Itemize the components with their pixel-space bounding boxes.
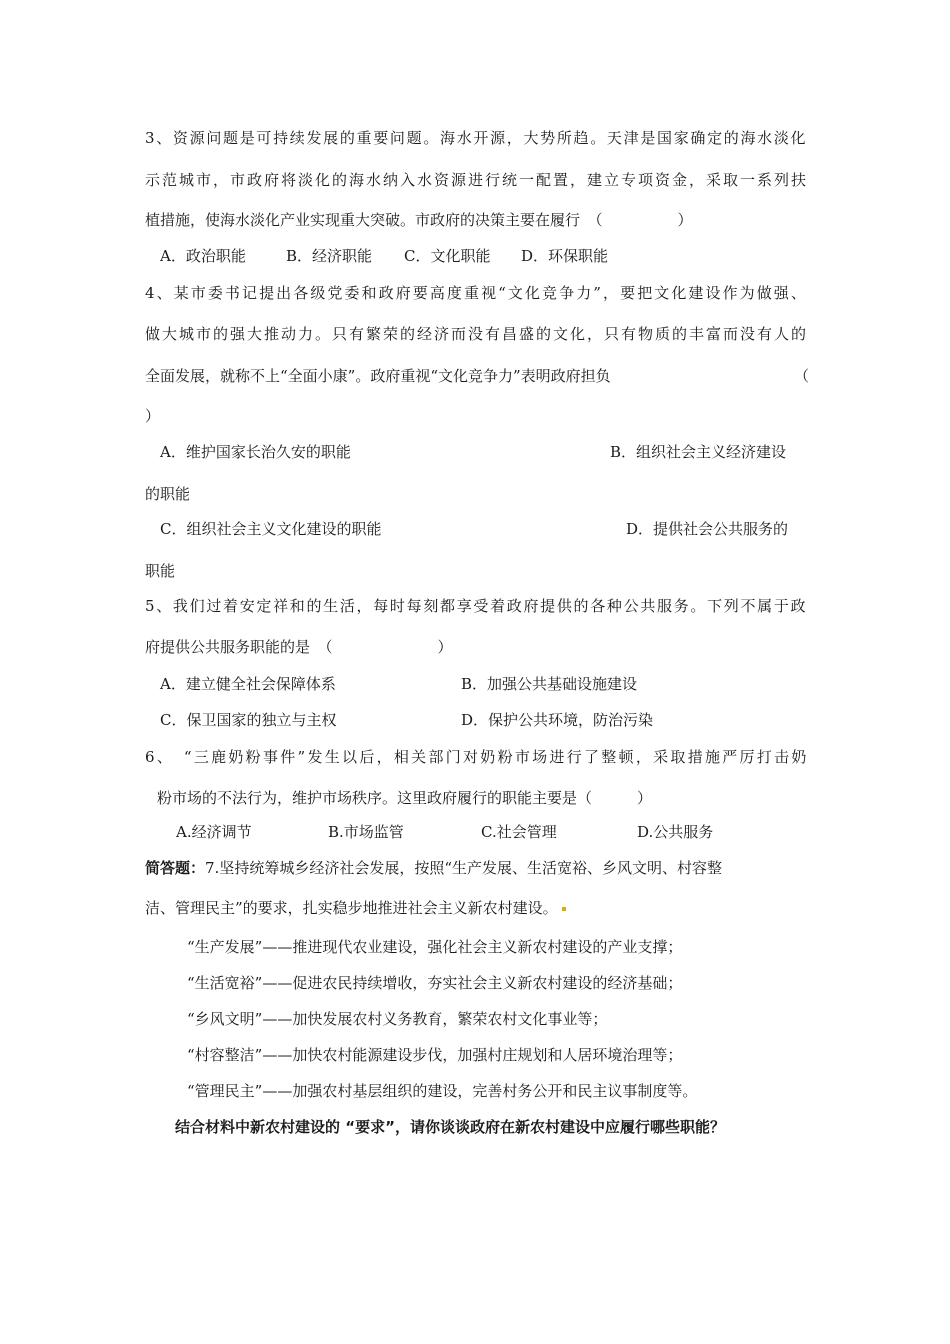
q7-material-4: “村容整洁”——加快农村能源建设步伐，加强村庄规划和人居环境治理等； [187, 1046, 683, 1064]
q3-line-2: 示范城市，市政府将淡化的海水纳入水资源进行统一配置，建立专项资金，采取一系列扶 [145, 171, 809, 189]
q6-option-a: A.经济调节 [176, 823, 252, 841]
q4-paren-open: （ [794, 367, 810, 385]
q3-option-a: A．政治职能 [160, 247, 246, 265]
q4-option-d: D．提供社会公共服务的 [626, 520, 789, 538]
q3-option-b: B．经济职能 [286, 247, 373, 265]
q4-line-2: 做大城市的强大推动力。只有繁荣的经济而没有昌盛的文化，只有物质的丰富而没有人的 [145, 325, 809, 343]
q6-line-2: 粉市场的不法行为，维护市场秩序。这里政府履行的职能主要是（ ） [157, 789, 653, 807]
q6-line-1: 6、 “三鹿奶粉事件”发生以后，相关部门对奶粉市场进行了整顿，采取措施严厉打击奶 [145, 748, 809, 766]
q7-material-5: “管理民主”——加强农村基层组织的建设，完善村务公开和民主议事制度等。 [187, 1082, 698, 1100]
q4-paren-close: ） [145, 407, 161, 425]
q5-option-d: D．保护公共环境，防治污染 [461, 711, 654, 729]
q5-line-2: 府提供公共服务职能的是 （ ） [145, 638, 453, 656]
q7-line-2 [145, 898, 566, 918]
q7-material-2: “生活宽裕”——促进农民持续增收，夯实社会主义新农村建设的经济基础； [187, 974, 683, 992]
q4-option-a: A．维护国家长治久安的职能 [160, 443, 351, 461]
q7-text-1: 7.坚持统筹城乡经济社会发展，按照“生产发展、生活宽裕、乡风文明、村容整 [205, 859, 722, 877]
q7-material-1: “生产发展”——推进现代农业建设，强化社会主义新农村建设的产业支撑； [187, 938, 683, 956]
q3-option-c: C．文化职能 [404, 247, 491, 265]
q7-line-1 [145, 858, 722, 878]
q6-option-b: B.市场监管 [328, 823, 404, 841]
q5-line-1: 5、我们过着安定祥和的生活，每时每刻都享受着政府提供的各种公共服务。下列不属于政 [145, 597, 808, 615]
q7-material-3: “乡风文明”——加快发展农村义务教育，繁荣农村文化事业等； [187, 1010, 608, 1028]
q4-option-b: B．组织社会主义经济建设 [610, 443, 787, 461]
q4-line-1: 4、某市委书记提出各级党委和政府要高度重视“文化竞争力”，要把文化建设作为做强、 [145, 284, 808, 302]
q7-text-2: 洁、管理民主”的要求，扎实稳步地推进社会主义新农村建设。 [145, 899, 558, 917]
q6-option-c: C.社会管理 [481, 823, 557, 841]
q4-option-b-cont: 的职能 [145, 485, 191, 503]
q5-option-a: A．建立健全社会保障体系 [160, 675, 336, 693]
q3-option-d: D．环保职能 [521, 247, 609, 265]
q5-option-c: C．保卫国家的独立与主权 [160, 711, 337, 729]
q6-option-d: D.公共服务 [637, 823, 714, 841]
q5-option-b: B．加强公共基础设施建设 [461, 675, 638, 693]
q7-section-label: 简答题： [145, 859, 206, 877]
q3-line-1: 3、资源问题是可持续发展的重要问题。海水开源，大势所趋。天津是国家确定的海水淡化 [145, 129, 808, 147]
q4-line-3: 全面发展，就称不上“全面小康”。政府重视“文化竞争力”表明政府担负 [145, 367, 611, 385]
q3-line-3: 植措施，使海水淡化产业实现重大突破。市政府的决策主要在履行 （ ） [145, 211, 693, 229]
marker-dot [562, 907, 566, 911]
q4-option-d-cont: 职能 [145, 562, 176, 580]
q4-option-c: C．组织社会主义文化建设的职能 [160, 520, 382, 538]
q7-question: 结合材料中新农村建设的 “要求”，请你谈谈政府在新农村建设中应履行哪些职能？ [175, 1118, 725, 1136]
